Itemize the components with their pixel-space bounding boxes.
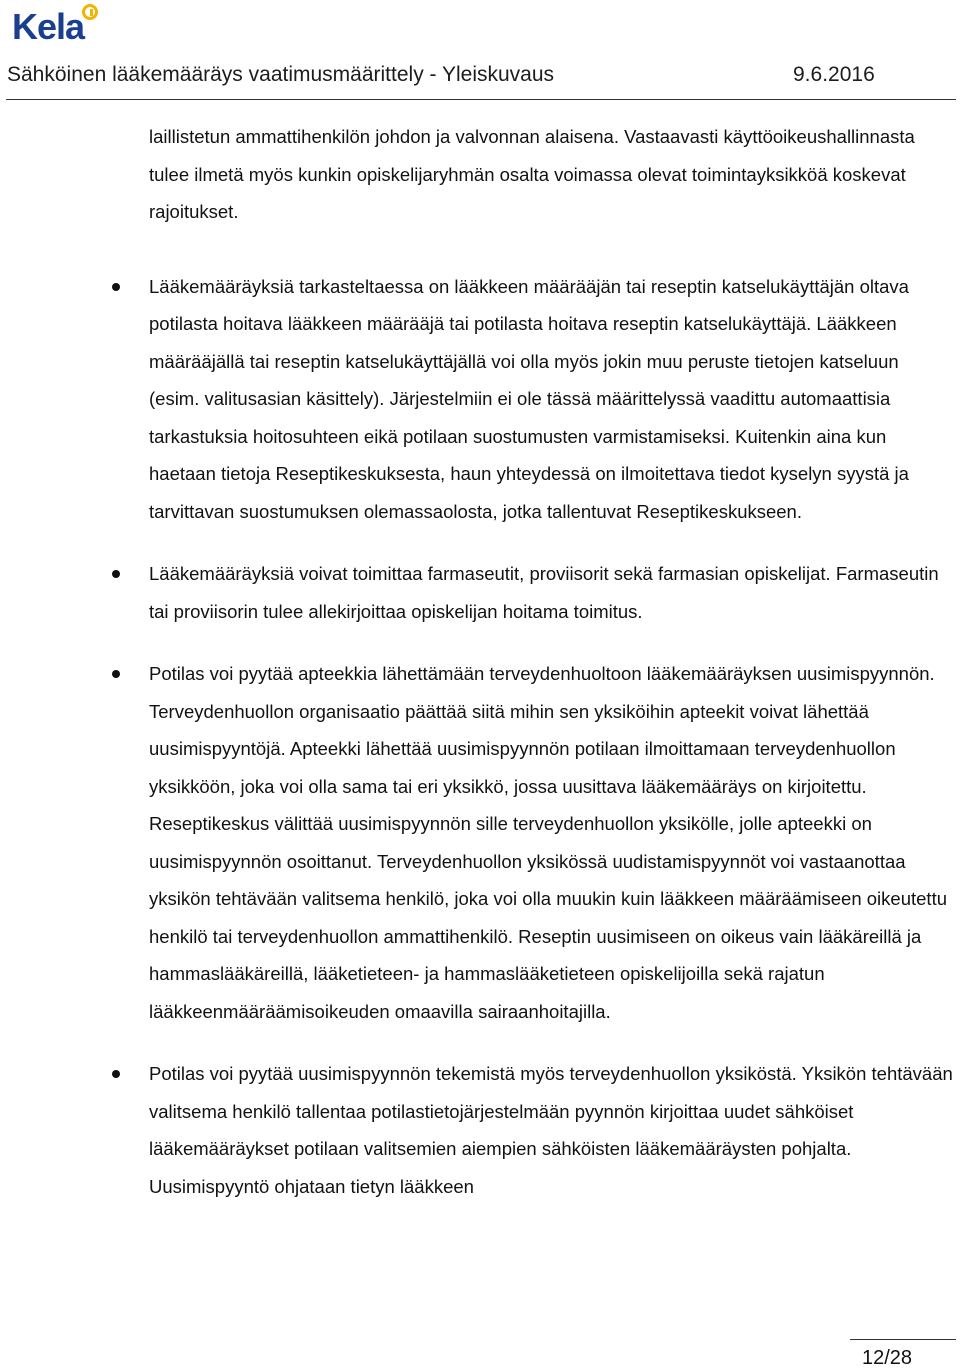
page-number: 12/28	[862, 1347, 913, 1369]
bullet-icon	[112, 570, 120, 578]
kela-logo	[12, 2, 102, 50]
logo-text: Kela	[12, 6, 85, 47]
bullet-text: Lääkemääräyksiä tarkasteltaessa on lääkkeen määrääjän tai reseptin katselukäyttäjän oltava potilasta hoitava lääkkeen määrääjä tai potilasta hoitava reseptin katselukäyttäjä. Lääkkeen määrääjällä tai reseptin katselukäyttäjällä voi olla myös jokin muu peruste tietojen katseluun (esim. valitusasian käsittely). Järjestelmiin ei ole tässä määrittelyssä vaadittu automaattisia tarkastuksia hoitosuhteen eikä potilaan suostumusten varmistamiseksi. Kuitenkin aina kun haetaan tietoja Reseptikeskuksesta, haun yhteydessä on ilmoitettava tiedot kyselyn syystä ja tarvittavan suostumuksen olemassaolosta, jotka tallentuvat Reseptikeskukseen.	[149, 275, 909, 522]
page-header	[0, 0, 960, 104]
footer-divider	[850, 1339, 956, 1340]
header-divider	[6, 99, 956, 100]
document-body	[0, 118, 960, 1205]
bullet-item	[149, 268, 954, 531]
bullet-icon	[112, 670, 120, 678]
logo-mark-icon	[82, 4, 98, 20]
bullet-text: Potilas voi pyytää uusimispyynnön tekemistä myös terveydenhuollon yksiköstä. Yksikön tehtävään valitsema henkilö tallentaa potilastietojärjestelmään pyynnön kirjoittaa uudet sähköiset lääkemääräykset potilaan valitsemien aiempien sähköisten lääkemääräysten pohjalta. Uusimispyyntö ohjataan tietyn lääkkeen	[149, 1063, 953, 1197]
document-date: 9.6.2016	[793, 63, 875, 86]
bullet-item	[149, 1055, 954, 1205]
intro-paragraph: laillistetun ammattihenkilön johdon ja valvonnan alaisena. Vastaavasti käyttöoikeushallinnasta tulee ilmetä myös kunkin opiskelijaryhmän osalta voimassa olevat toimintayksikköä koskevat rajoitukset.	[149, 126, 915, 222]
bullet-item	[149, 655, 954, 1030]
bullet-item	[149, 555, 954, 630]
bullet-text: Lääkemääräyksiä voivat toimittaa farmaseutit, proviisorit sekä farmasian opiskelijat. Farmaseutin tai proviisorin tulee allekirjoittaa opiskelijan hoitama toimitus.	[149, 563, 939, 622]
bullet-icon	[112, 283, 120, 291]
bullet-icon	[112, 1070, 120, 1078]
bullet-text: Potilas voi pyytää apteekkia lähettämään terveydenhuoltoon lääkemääräyksen uusimispyynnön. Terveydenhuollon organisaatio päättää siitä mihin sen yksiköihin apteekit voivat lähettää uusimispyyntöjä. Apteekki lähettää uusimispyynnön potilaan ilmoittamaan terveydenhuollon yksikköön, joka voi olla sama tai eri yksikkö, jossa uusittava lääkemääräys on kirjoitettu. Reseptikeskus välittää uusimispyynnön sille terveydenhuollon yksikölle, jolle apteekki on uusimispyynnön osoittanut. Terveydenhuollon yksikössä uudistamispyynnöt voi vastaanottaa yksikön tehtävään valitsema henkilö, joka voi olla muukin kuin lääkkeen määräämiseen oikeutettu henkilö tai terveydenhuollon ammattihenkilö. Reseptin uusimiseen on oikeus vain lääkäreillä ja hammaslääkäreillä, lääketieteen- ja hammaslääketieteen opiskelijoilla sekä rajatun lääkkeenmääräämisoikeuden omaavilla sairaanhoitajilla.	[149, 663, 947, 1022]
document-title: Sähköinen lääkemääräys vaatimusmäärittely - Yleiskuvaus	[7, 63, 555, 86]
